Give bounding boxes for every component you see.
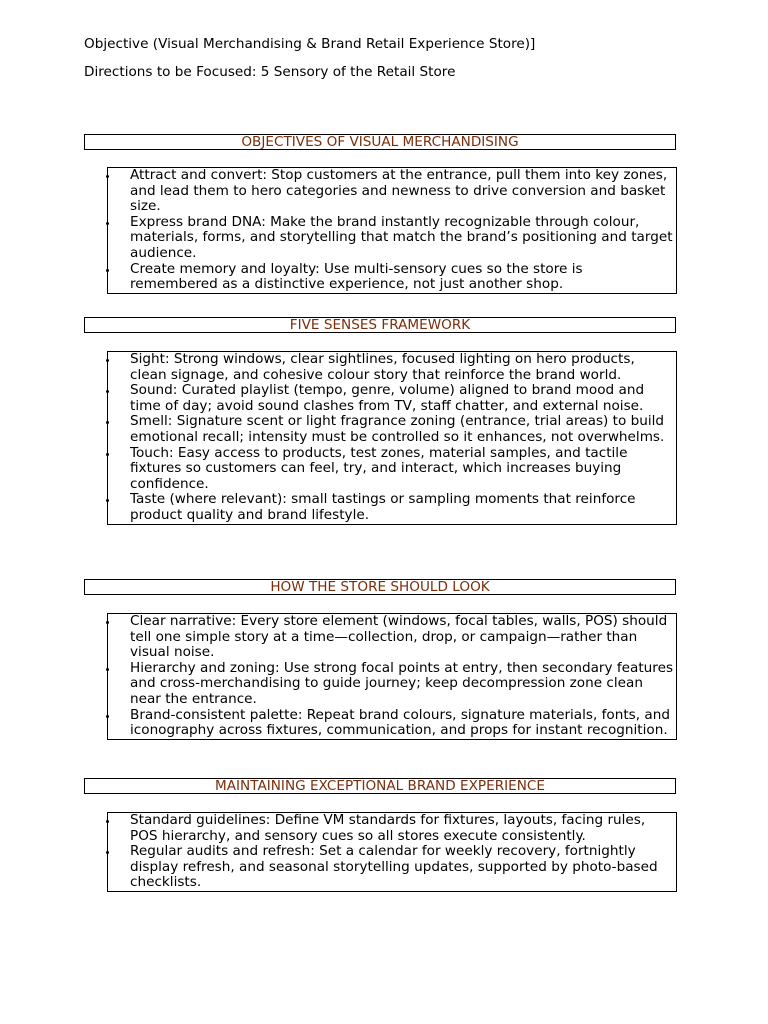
bullet-list [108,813,676,891]
list-item: Hierarchy and zoning: Use strong focal points at entry, then secondary features and cross-merchandising to guide journey; keep decompression zone clean near the entrance. [108,661,676,708]
bullet-list [108,614,676,739]
list-item: Taste (where relevant): small tastings or sampling moments that reinforce product quality and brand lifestyle. [108,492,676,523]
objective-line: Objective (Visual Merchandising & Brand Retail Experience Store)] [84,36,536,52]
bullet-list [108,352,676,524]
section-box-brand-experience [107,812,677,892]
section-heading-objectives: OBJECTIVES OF VISUAL MERCHANDISING [84,134,676,150]
bullet-list [108,168,676,293]
section-heading-five-senses: FIVE SENSES FRAMEWORK [84,317,676,333]
list-item: Touch: Easy access to products, test zones, material samples, and tactile fixtures so customers can feel, try, and interact, which increases buying confidence. [108,446,676,493]
section-heading-brand-experience: MAINTAINING EXCEPTIONAL BRAND EXPERIENCE [84,778,676,794]
section-box-objectives [107,167,677,294]
section-box-store-look [107,613,677,740]
list-item: Smell: Signature scent or light fragrance zoning (entrance, trial areas) to build emotional recall; intensity must be controlled so it enhances, not overwhelms. [108,414,676,445]
list-item: Regular audits and refresh: Set a calendar for weekly recovery, fortnightly display refresh, and seasonal storytelling updates, supported by photo-based checklists. [108,844,676,891]
section-box-five-senses [107,351,677,525]
list-item: Sight: Strong windows, clear sightlines, focused lighting on hero products, clean signage, and cohesive colour story that reinforce the brand world. [108,352,676,383]
list-item: Express brand DNA: Make the brand instantly recognizable through colour, materials, forms, and storytelling that match the brand’s positioning and target audience. [108,215,676,262]
list-item: Clear narrative: Every store element (windows, focal tables, walls, POS) should tell one simple story at a time—collection, drop, or campaign—rather than visual noise. [108,614,676,661]
list-item: Attract and convert: Stop customers at the entrance, pull them into key zones, and lead them to hero categories and newness to drive conversion and basket size. [108,168,676,215]
list-item: Standard guidelines: Define VM standards for fixtures, layouts, facing rules, POS hierarchy, and sensory cues so all stores execute consistently. [108,813,676,844]
directions-line: Directions to be Focused: 5 Sensory of the Retail Store [84,64,456,80]
list-item: Brand-consistent palette: Repeat brand colours, signature materials, fonts, and iconography across fixtures, communication, and props for instant recognition. [108,708,676,739]
section-heading-store-look: HOW THE STORE SHOULD LOOK [84,579,676,595]
list-item: Sound: Curated playlist (tempo, genre, volume) aligned to brand mood and time of day; avoid sound clashes from TV, staff chatter, and external noise. [108,383,676,414]
list-item: Create memory and loyalty: Use multi-sensory cues so the store is remembered as a distinctive experience, not just another shop. [108,262,676,293]
